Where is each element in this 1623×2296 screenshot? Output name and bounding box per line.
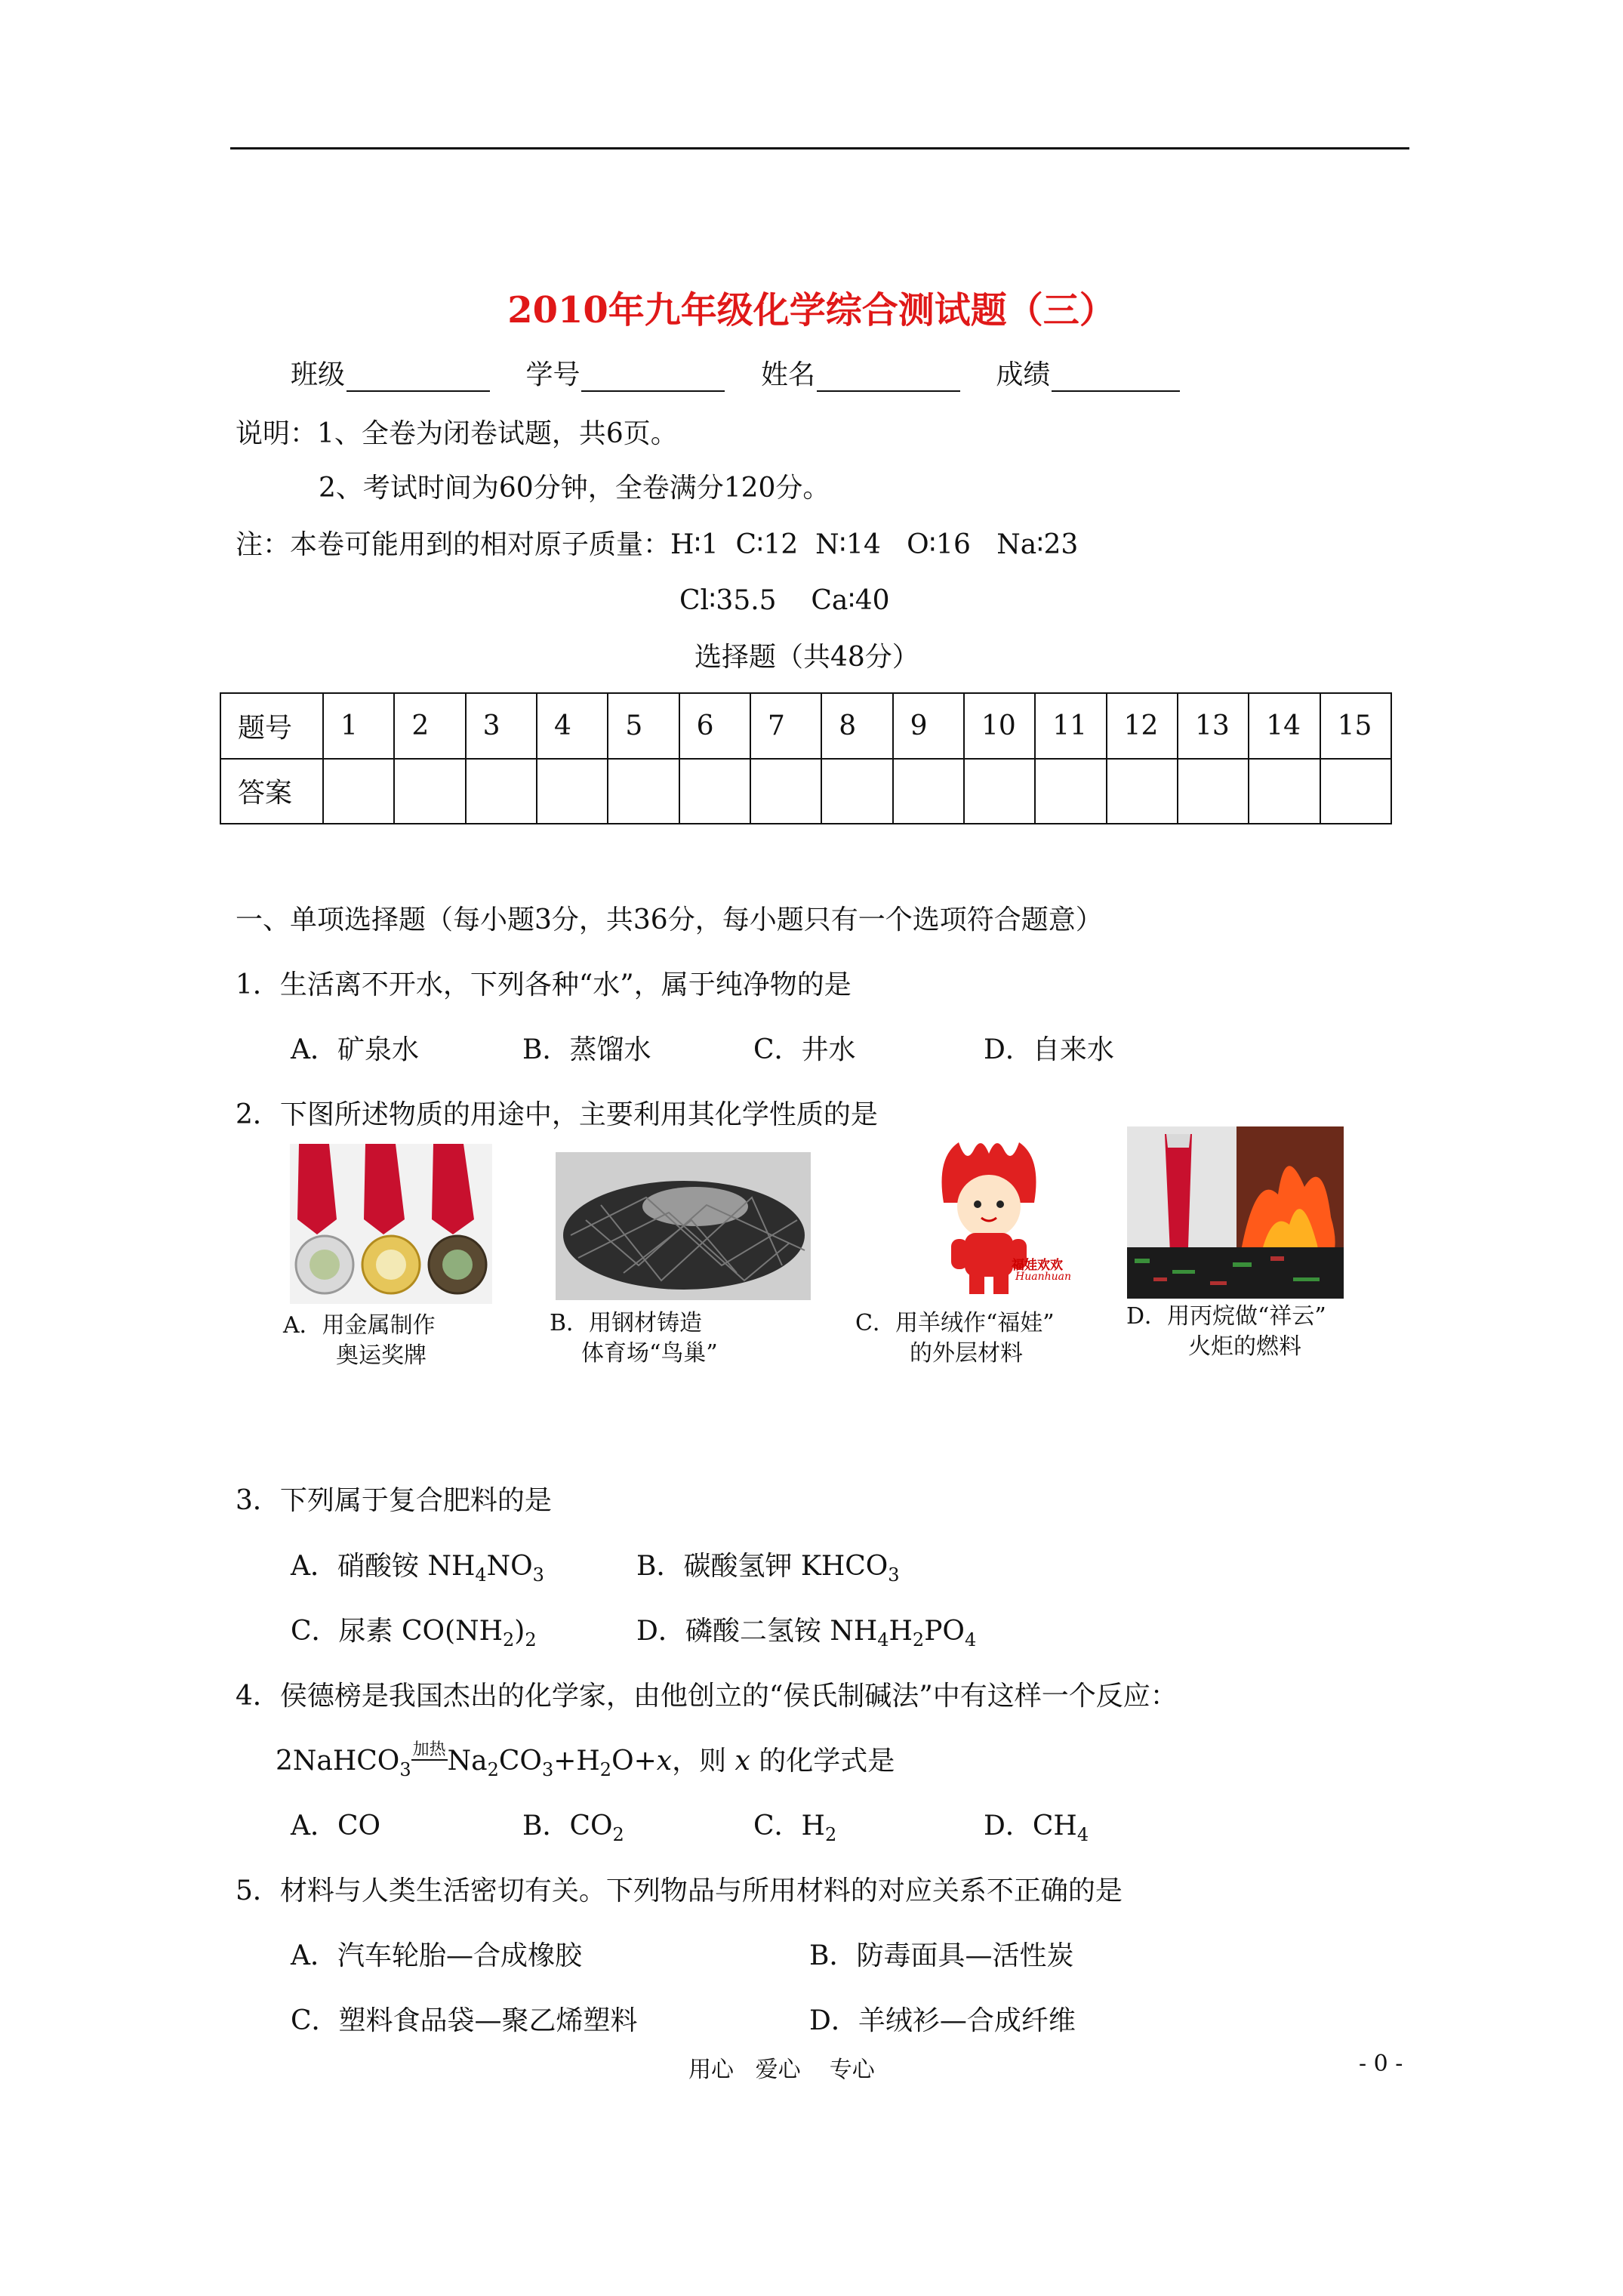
q4-reactant: 2NaHCO$_3$ [276,1746,411,1780]
field-score-blank[interactable] [1052,365,1180,392]
answer-cell[interactable] [893,759,964,824]
q4-equation [276,1740,895,1780]
question-number: 1 [323,693,394,759]
answer-cell[interactable] [608,759,679,824]
question-number: 3 [466,693,537,759]
caption-a-line2: 奥运奖牌 [336,1342,427,1369]
caption-d-line1: D．用丙烷做“祥云” [1126,1303,1326,1330]
answer-cell[interactable] [1249,759,1320,824]
question-number: 7 [750,693,821,759]
q3-a-formula: $NH_4NO_3$ [427,1551,544,1586]
q4-tail2: 的化学式是 [759,1746,895,1777]
fuwa-image [898,1135,1079,1301]
q3-option-a [291,1550,544,1586]
q4-products: $Na_2CO_3+H_2O+x$ [447,1746,673,1780]
question-number: 8 [821,693,892,759]
field-id-blank[interactable] [581,365,725,392]
answer-table-number-row [220,693,1391,759]
section1-heading: 一、单项选择题（每小题3分，共36分，每小题只有一个选项符合题意） [236,905,1103,935]
q4-tail: ，则 [672,1746,727,1777]
q4-condition: 加热 [412,1740,446,1759]
q3-c-text: C．尿素 [291,1616,393,1647]
answer-cell[interactable] [1107,759,1178,824]
q3-a-text: A．硝酸铵 [291,1551,419,1582]
q4-option-a: A．CO [291,1811,381,1841]
caption-b-line2: 体育场“鸟巢” [581,1340,718,1367]
note-line-2: 2、考试时间为60分钟，全卷满分120分。 [319,473,830,504]
answer-cell[interactable] [750,759,821,824]
q3-c-formula: $CO(NH_2)_2$ [402,1616,537,1650]
answer-cell[interactable] [466,759,537,824]
question-number: 14 [1249,693,1320,759]
answer-cell[interactable] [537,759,608,824]
question-number: 15 [1320,693,1391,759]
question-number: 12 [1107,693,1178,759]
q5-stem: 5．材料与人类生活密切有关。下列物品与所用材料的对应关系不正确的是 [236,1875,1123,1906]
question-number: 2 [394,693,465,759]
q3-option-c [291,1615,537,1648]
answer-cell[interactable] [1320,759,1391,824]
q1-stem: 1．生活离不开水，下列各种“水”，属于纯净物的是 [236,969,852,1000]
answer-cell[interactable] [1035,759,1106,824]
birds-nest-image [556,1152,811,1300]
q4-option-b: B．$CO_2$ [522,1811,624,1845]
q4-stem: 4．侯德榜是我国杰出的化学家，由他创立的“侯氏制碱法”中有这样一个反应： [236,1681,1178,1712]
question-number: 10 [964,693,1035,759]
q3-b-formula: $KHCO_3$ [800,1551,900,1586]
atomic-mass-line-1: 注：本卷可能用到的相对原子质量：H∶1 C∶12 N∶14 O∶16 Na∶23 [236,529,1079,560]
q5-option-d: D．羊绒衫—合成纤维 [809,2005,1076,2036]
field-class-label: 班级 [291,359,346,390]
question-number: 6 [679,693,750,759]
answer-cell[interactable] [679,759,750,824]
choice-section-title: 选择题（共48分） [694,642,919,673]
q3-option-d [636,1615,976,1648]
q2-caption-c [855,1308,1055,1369]
q1-option-d: D．自来水 [984,1034,1114,1065]
question-number: 4 [537,693,608,759]
q5-option-c: C．塑料食品袋—聚乙烯塑料 [291,2005,638,2036]
field-name-label: 姓名 [760,359,815,390]
answer-table-answer-row [220,759,1391,824]
field-score-label: 成绩 [996,359,1051,390]
answer-cell[interactable] [1178,759,1249,824]
field-id-label: 学号 [525,359,581,390]
caption-a-line1: A．用金属制作 [283,1312,436,1339]
q5-option-a: A．汽车轮胎—合成橡胶 [291,1940,582,1971]
q1-option-b: B．蒸馏水 [522,1034,651,1065]
q3-stem: 3．下列属于复合肥料的是 [236,1485,552,1516]
answer-cell[interactable] [821,759,892,824]
q4-var: x [735,1746,750,1777]
q3-option-b [636,1550,900,1586]
page-title: 2010年九年级化学综合测试题（三） [507,289,1116,331]
q3-b-text: B．碳酸氢钾 [636,1551,793,1582]
header-rule [230,147,1409,149]
answer-cell[interactable] [964,759,1035,824]
q3-d-text: D．磷酸二氢铵 [636,1616,821,1647]
footer-center: 用心 爱心 专心 [688,2057,875,2083]
fuwa-name: Huanhuan [1015,1271,1071,1283]
caption-d-line2: 火炬的燃料 [1188,1333,1301,1360]
field-class-blank[interactable] [346,365,490,392]
q3-d-formula: $NH_4H_2PO_4$ [830,1616,977,1650]
q2-caption-b [550,1308,718,1369]
table-row-label: 答案 [220,759,323,824]
answer-table [220,692,1392,824]
caption-c-line2: 的外层材料 [910,1340,1023,1367]
question-number: 5 [608,693,679,759]
question-number: 9 [893,693,964,759]
q1-option-c: C．井水 [753,1034,856,1065]
q4-option-c: C．$H_2$ [753,1811,837,1845]
q4-option-d: D．$CH_4$ [984,1811,1089,1845]
answer-cell[interactable] [394,759,465,824]
question-number: 11 [1035,693,1106,759]
question-number: 13 [1178,693,1249,759]
q2-caption-a [283,1311,436,1371]
fuwa-label: 福娃欢欢 [1012,1258,1063,1273]
note-line-1: 说明：1、全卷为闭卷试题，共6页。 [236,418,678,449]
caption-b-line1: B．用钢材铸造 [550,1310,703,1336]
field-name-blank[interactable] [817,365,960,392]
caption-c-line1: C．用羊绒作“福娃” [855,1310,1055,1336]
medals-image [290,1144,492,1304]
q2-stem: 2．下图所述物质的用途中，主要利用其化学性质的是 [236,1099,878,1130]
info-line [291,359,1180,392]
answer-cell[interactable] [323,759,394,824]
table-row-label: 题号 [220,693,323,759]
atomic-mass-line-2: Cl∶35.5 Ca∶40 [679,585,890,616]
torch-image [1127,1126,1344,1299]
q1-option-a: A．矿泉水 [291,1034,419,1065]
page-number: - 0 - [1359,2051,1403,2077]
q5-option-b: B．防毒面具—活性炭 [809,1940,1074,1971]
q2-caption-d [1126,1302,1326,1362]
